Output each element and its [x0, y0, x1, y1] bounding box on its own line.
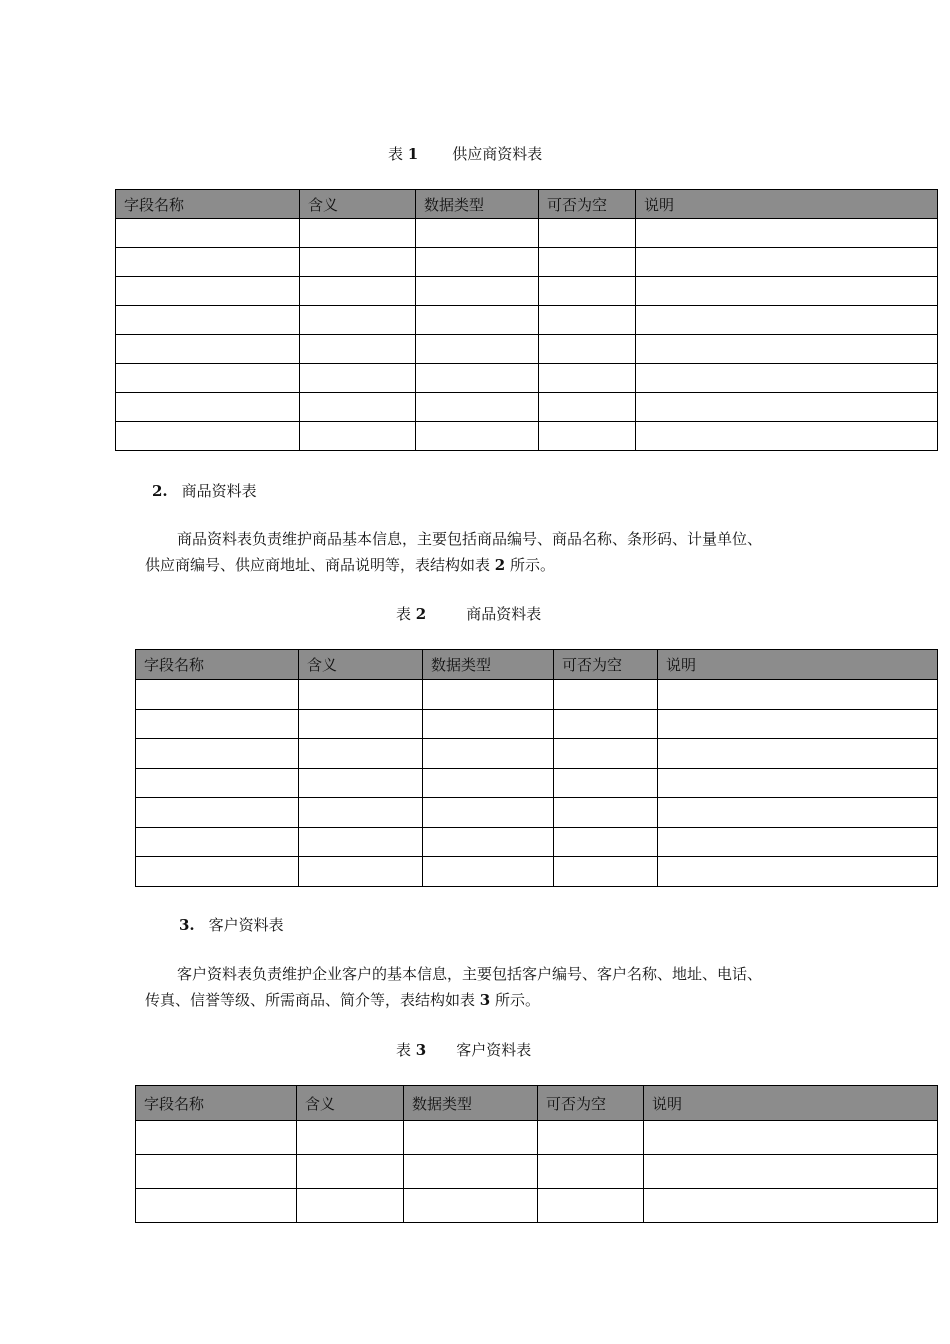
table-row [116, 422, 938, 451]
column-header-field-name: 字段名称 [136, 650, 299, 680]
table-cell [636, 248, 938, 277]
table2-caption [396, 603, 541, 624]
table-row [116, 393, 938, 422]
table-cell [416, 306, 539, 335]
section3-title: 客户资料表 [208, 916, 284, 934]
table-cell [300, 335, 416, 364]
section3-heading [179, 914, 284, 935]
section2-paragraph-end: 所示。 [510, 556, 556, 574]
table3-caption-number: 3 [415, 1041, 427, 1059]
section2-paragraph-text: 供应商编号、供应商地址、商品说明等，表结构如表 [145, 556, 491, 574]
table-cell [539, 219, 636, 248]
table-cell [658, 739, 938, 769]
table-cell [554, 768, 658, 798]
table3 [135, 1085, 938, 1223]
table3-caption-title: 客户资料表 [456, 1041, 532, 1059]
table-cell [423, 680, 554, 710]
table-cell [299, 827, 423, 857]
table-cell [416, 422, 539, 451]
table-row [116, 306, 938, 335]
table-cell [136, 1155, 297, 1189]
table-cell [423, 798, 554, 828]
table-row [136, 768, 938, 798]
table-cell [658, 680, 938, 710]
table-row [116, 277, 938, 306]
table3-header-row [136, 1086, 938, 1121]
table-cell [404, 1155, 538, 1189]
table-row [136, 680, 938, 710]
table1-header-row [116, 190, 938, 219]
section3-paragraph-line1: 客户资料表负责维护企业客户的基本信息，主要包括客户编号、客户名称、地址、电话、 [177, 965, 763, 983]
table1-caption-number: 1 [407, 145, 419, 163]
table-cell [299, 680, 423, 710]
table-cell [636, 364, 938, 393]
column-header-nullable: 可否为空 [538, 1086, 644, 1121]
table-row [136, 1189, 938, 1223]
table-cell [416, 364, 539, 393]
table2-caption-prefix: 表 [396, 605, 412, 623]
table-cell [416, 219, 539, 248]
table-cell [300, 364, 416, 393]
table-cell [423, 768, 554, 798]
table-cell [636, 393, 938, 422]
table-row [116, 364, 938, 393]
table-cell [554, 680, 658, 710]
column-header-description: 说明 [636, 190, 938, 219]
table-row [136, 857, 938, 887]
table-cell [300, 306, 416, 335]
table-cell [538, 1155, 644, 1189]
table-cell [538, 1189, 644, 1223]
table-cell [539, 335, 636, 364]
table-row [136, 1155, 938, 1189]
table-row [136, 798, 938, 828]
table1 [115, 189, 938, 451]
section3-paragraph-line2 [145, 987, 845, 1013]
table-cell [300, 277, 416, 306]
table-cell [539, 364, 636, 393]
table-row [136, 827, 938, 857]
table-cell [416, 277, 539, 306]
table1-caption-prefix: 表 [388, 145, 404, 163]
table-cell [136, 680, 299, 710]
table-cell [416, 248, 539, 277]
table3-caption-prefix: 表 [396, 1041, 412, 1059]
section2-heading [152, 480, 257, 501]
table-cell [404, 1121, 538, 1155]
table-cell [539, 248, 636, 277]
section3-paragraph-text: 传真、信誉等级、所需商品、简介等，表结构如表 [145, 991, 476, 1009]
table-cell [136, 768, 299, 798]
table-cell [116, 364, 300, 393]
table2-caption-title: 商品资料表 [466, 605, 542, 623]
table-cell [136, 709, 299, 739]
table-cell [539, 306, 636, 335]
table1-caption [388, 143, 542, 164]
column-header-meaning: 含义 [300, 190, 416, 219]
section2-table-ref: 2 [494, 556, 506, 574]
table-cell [297, 1155, 404, 1189]
section2-number: 2. [152, 482, 168, 500]
table-cell [299, 709, 423, 739]
section3-paragraph-end: 所示。 [495, 991, 541, 1009]
table-row [116, 219, 938, 248]
table-cell [116, 306, 300, 335]
table-cell [116, 277, 300, 306]
table-cell [636, 277, 938, 306]
table-cell [658, 709, 938, 739]
table-cell [136, 1121, 297, 1155]
table-cell [644, 1121, 938, 1155]
table-cell [423, 709, 554, 739]
table-cell [299, 739, 423, 769]
section3-table-ref: 3 [479, 991, 491, 1009]
table-cell [116, 335, 300, 364]
section2-title: 商品资料表 [181, 482, 257, 500]
table2-header-row [136, 650, 938, 680]
table-cell [136, 798, 299, 828]
table-cell [136, 857, 299, 887]
table-cell [416, 393, 539, 422]
table-cell [299, 768, 423, 798]
column-header-data-type: 数据类型 [416, 190, 539, 219]
table-row [136, 709, 938, 739]
table-cell [116, 422, 300, 451]
table-cell [416, 335, 539, 364]
table-cell [423, 739, 554, 769]
table1-body [116, 219, 938, 451]
table-cell [299, 857, 423, 887]
column-header-description: 说明 [658, 650, 938, 680]
section2-paragraph-line2 [145, 552, 845, 578]
table-row [116, 248, 938, 277]
table-row [116, 335, 938, 364]
table-cell [297, 1189, 404, 1223]
table-row [136, 739, 938, 769]
column-header-meaning: 含义 [299, 650, 423, 680]
table-cell [636, 335, 938, 364]
table-cell [136, 1189, 297, 1223]
table3-body [136, 1121, 938, 1223]
table-cell [658, 768, 938, 798]
table-cell [136, 827, 299, 857]
column-header-data-type: 数据类型 [423, 650, 554, 680]
column-header-nullable: 可否为空 [554, 650, 658, 680]
table-cell [636, 422, 938, 451]
table-row [136, 1121, 938, 1155]
table2-caption-number: 2 [415, 605, 427, 623]
table3-caption [396, 1039, 531, 1060]
table-cell [644, 1189, 938, 1223]
table-cell [539, 277, 636, 306]
column-header-data-type: 数据类型 [404, 1086, 538, 1121]
table-cell [300, 393, 416, 422]
table-cell [644, 1155, 938, 1189]
table-cell [297, 1121, 404, 1155]
table-cell [404, 1189, 538, 1223]
table-cell [554, 827, 658, 857]
section3-paragraph [145, 961, 845, 1013]
table-cell [636, 219, 938, 248]
table-cell [136, 739, 299, 769]
section2-paragraph-line1: 商品资料表负责维护商品基本信息，主要包括商品编号、商品名称、条形码、计量单位、 [177, 530, 763, 548]
table-cell [658, 827, 938, 857]
table-cell [636, 306, 938, 335]
table-cell [300, 248, 416, 277]
table2 [135, 649, 938, 887]
table-cell [658, 857, 938, 887]
table-cell [116, 219, 300, 248]
table-cell [423, 827, 554, 857]
table-cell [300, 219, 416, 248]
table-cell [554, 857, 658, 887]
column-header-field-name: 字段名称 [136, 1086, 297, 1121]
table-cell [300, 422, 416, 451]
section3-number: 3. [179, 916, 195, 934]
column-header-field-name: 字段名称 [116, 190, 300, 219]
column-header-description: 说明 [644, 1086, 938, 1121]
table-cell [423, 857, 554, 887]
column-header-meaning: 含义 [297, 1086, 404, 1121]
table1-caption-title: 供应商资料表 [452, 145, 543, 163]
table-cell [539, 422, 636, 451]
table-cell [554, 739, 658, 769]
table-cell [538, 1121, 644, 1155]
table-cell [116, 248, 300, 277]
table2-body [136, 680, 938, 887]
table-cell [554, 798, 658, 828]
table-cell [539, 393, 636, 422]
column-header-nullable: 可否为空 [539, 190, 636, 219]
table-cell [658, 798, 938, 828]
table-cell [116, 393, 300, 422]
table-cell [554, 709, 658, 739]
table-cell [299, 798, 423, 828]
section2-paragraph [145, 526, 845, 578]
